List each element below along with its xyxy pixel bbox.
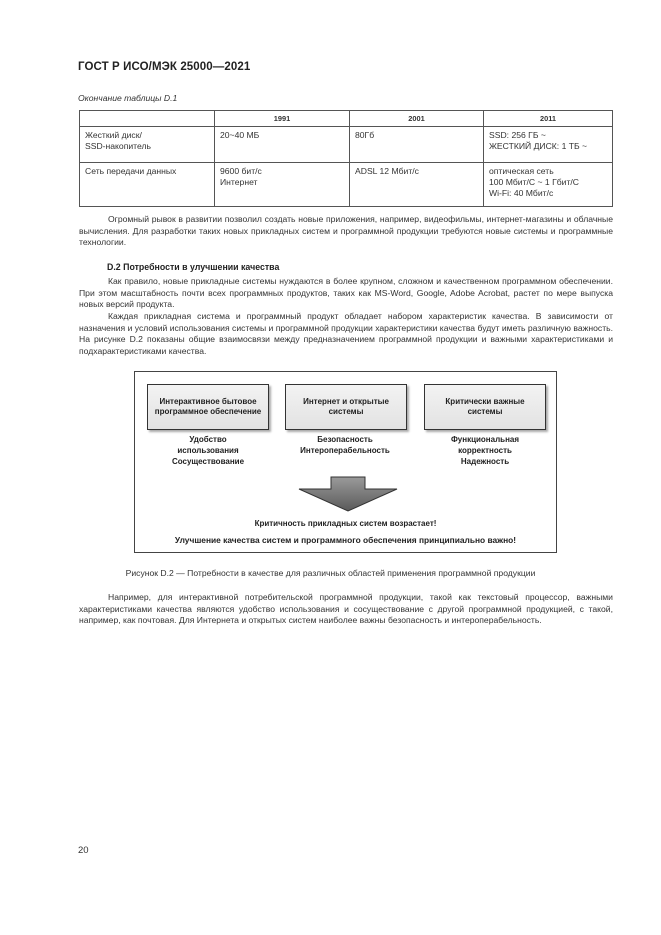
cell-line: SSD-накопитель [85,141,151,151]
paragraph-1: Огромный рывок в развитии позволил создать новые приложения, например, видеофильмы, интернет-магазины и облачные вычисления. Для разработки таких новых прикладных систем и программной продукции требуются новые системы и программные технологии. [79,214,613,248]
cell-line: Жесткий диск/ [85,130,142,140]
characteristic: Интероперабельность [300,446,390,455]
table-header-cell: 2001 [350,111,484,127]
cell-line: 9600 бит/с [220,166,262,176]
characteristic: Надежность [460,457,510,466]
table-cell [350,163,484,207]
table-row [80,163,613,207]
characteristics-internet [280,434,410,456]
cell-line: Сеть передачи данных [85,166,177,176]
category-box-internet: Интернет и открытые системы [285,384,407,430]
table-cell [215,163,350,207]
table-row [80,127,613,163]
characteristic: Функциональная [450,435,520,444]
table-cell [80,163,215,207]
category-box-critical: Критически важные системы [424,384,546,430]
cell-line: 100 Мбит/С ~ 1 Гбит/С [489,177,580,187]
paragraph-4: Например, для интерактивной потребительской программной продукции, такой как текстовый процессор, важными характеристиками качества являются удобство использования и сосуществование с другой программной продукцией, с такой, например, как почтовая. Для Интернета и открытых систем наиболее важны безопасность и интероперабельность. [79,592,613,626]
table-cell [215,127,350,163]
comparison-table [79,110,613,207]
down-arrow-icon [298,476,398,512]
cell-line: 20~40 МБ [220,130,260,140]
table-cell [484,163,613,207]
paragraph-3: Каждая прикладная система и программный продукт обладает набором характеристик качества. В зависимости от назначения и условий использования системы и программной продукции характеристики качества будут иметь различную важность. На рисунке D.2 показаны общие взаимосвязи между предназначением программной продукции и важными характеристиками и подхарактеристиками качества. [79,311,613,356]
cell-line: Wi-Fi: 40 Мбит/с [489,188,554,198]
paragraph-2: Как правило, новые прикладные системы нуждаются в более крупном, сложном и качественном программном обеспечении. При этом масштабность почти всех программных продуктов, таких как MS-Word, Google, Adobe Acrobat, растет по мере выпуска новых версий продукта. [79,276,613,310]
characteristic: использования [177,446,239,455]
category-box-interactive: Интерактивное бытовое программное обеспечение [147,384,269,430]
table-header-cell: 1991 [215,111,350,127]
table-cell [484,127,613,163]
table-header-cell [80,111,215,127]
characteristics-interactive [143,434,273,467]
cell-line: 80Гб [355,130,375,140]
figure-statement-2: Улучшение качества систем и программного обеспечения принципиально важно! [174,535,517,545]
cell-line: ADSL 12 Мбит/с [355,166,419,176]
table-cell [350,127,484,163]
table-header-row [80,111,613,127]
document-header: ГОСТ Р ИСО/МЭК 25000—2021 [78,61,251,73]
section-title: D.2 Потребности в улучшении качества [107,262,280,272]
table-cell [80,127,215,163]
cell-line: ЖЕСТКИЙ ДИСК: 1 ТБ ~ [489,141,588,151]
figure-caption: Рисунок D.2 — Потребности в качестве для различных областей применения программной продукции [125,568,536,578]
figure-d2 [134,371,557,553]
cell-line: Интернет [220,177,258,187]
characteristic: корректность [458,446,512,455]
cell-line: SSD: 256 ГБ ~ [489,130,546,140]
page-number: 20 [78,845,89,856]
characteristics-critical [420,434,550,467]
characteristic: Сосуществование [171,457,245,466]
characteristic: Удобство [189,435,227,444]
table-header-cell: 2011 [484,111,613,127]
characteristic: Безопасность [317,435,373,444]
table-caption: Окончание таблицы D.1 [78,93,178,103]
figure-statement-1: Критичность прикладных систем возрастает! [254,519,437,528]
cell-line: оптическая сеть [489,166,554,176]
